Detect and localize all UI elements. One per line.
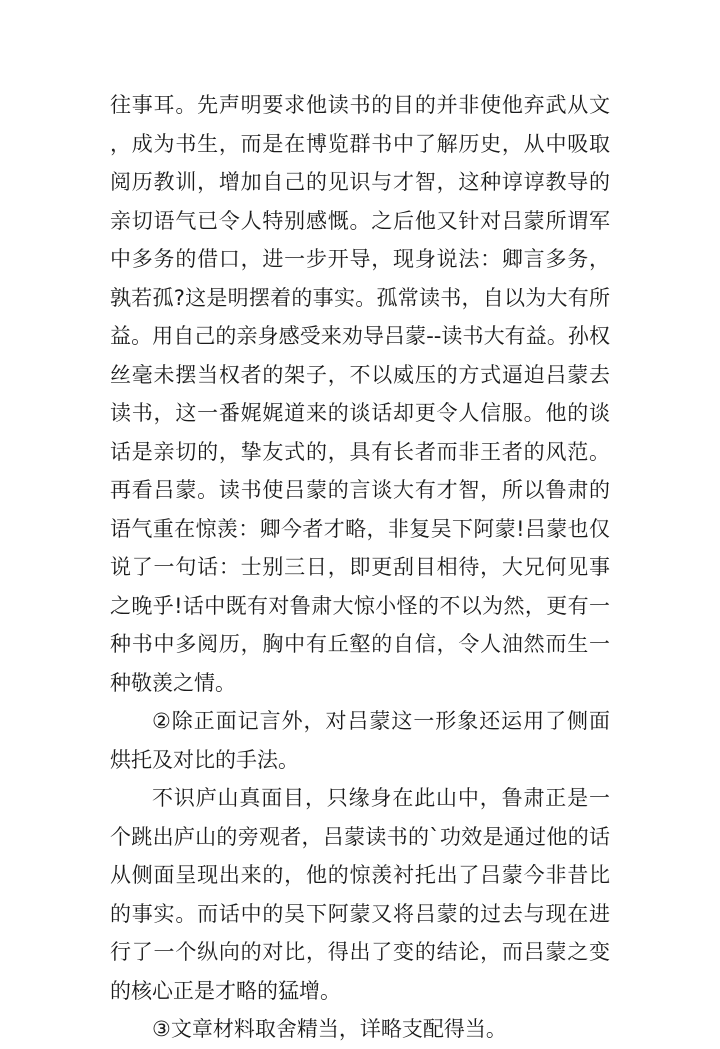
document-body — [110, 86, 610, 1049]
paragraph-1: 往事耳。先声明要求他读书的目的并非使他弃武从文，成为书生，而是在博览群书中了解历史，从中吸取阅历教训，增加自己的见识与才智，这种谆谆教导的亲切语气已令人特别感慨。之后他又针对吕蒙所谓军中多务的借口，进一步开导，现身说法：卿言多务，孰若孤?这是明摆着的事实。孤常读书，自以为大有所益。用自己的亲身感受来劝导吕蒙--读书大有益。孙权丝毫未摆当权者的架子，不以威压的方式逼迫吕蒙去读书，这一番娓娓道来的谈话却更令人信服。他的谈话是亲切的，挚友式的，具有长者而非王者的风范。再看吕蒙。读书使吕蒙的言谈大有才智，所以鲁肃的语气重在惊羡：卿今者才略，非复吴下阿蒙!吕蒙也仅说了一句话：士别三日，即更刮目相待，大兄何见事之晚乎!话中既有对鲁肃大惊小怪的不以为然，更有一种书中多阅历，胸中有丘壑的自信，令人油然而生一种敬羡之情。 — [110, 93, 610, 695]
paragraph-3: 不识庐山真面目，只缘身在此山中，鲁肃正是一个跳出庐山的旁观者，吕蒙读书的`功效是通过他的话从侧面呈现出来的，他的惊羡衬托出了吕蒙今非昔比的事实。而话中的吴下阿蒙又将吕蒙的过去与现在进行了一个纵向的对比，得出了变的结论，而吕蒙之变的核心正是才略的猛增。 — [110, 786, 610, 1003]
paragraph-2: ②除正面记言外，对吕蒙这一形象还运用了侧面烘托及对比的手法。 — [110, 709, 610, 772]
paragraph-4: ③文章材料取舍精当，详略支配得当。 — [152, 1017, 507, 1041]
